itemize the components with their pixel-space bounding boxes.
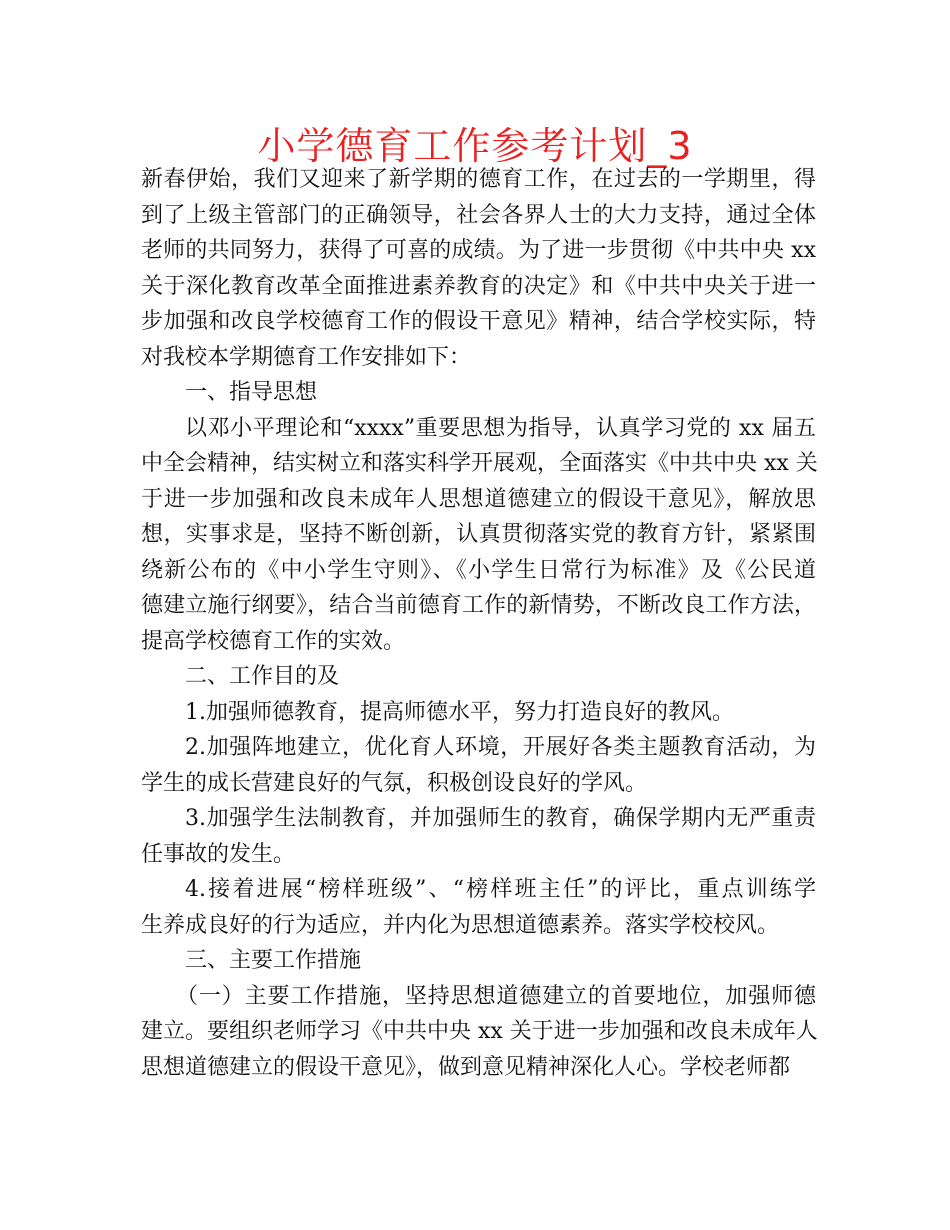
paragraph — [141, 979, 816, 1086]
text-line: 德建立施行纲要》，结合当前德育工作的新情势，不断改良工作方法， — [141, 593, 816, 618]
section-heading — [141, 659, 816, 695]
text-line: 思想道德建立的假设干意见》，做到意见精神深化人心。学校老师都 — [141, 1054, 791, 1080]
document-title: 小学德育工作参考计划_3 — [257, 124, 693, 168]
paragraph — [141, 730, 816, 801]
section-heading — [141, 943, 816, 979]
text-line: 3.加强学生法制教育，并加强师生的教育，确保学期内无严重责 — [185, 806, 816, 831]
text-line: 建立。要组织老师学习《中共中央 xx 关于进一步加强和改良未成年人 — [141, 1019, 818, 1044]
text-line: 提高学校德育工作的实效。 — [141, 628, 406, 654]
section-heading — [141, 375, 816, 411]
text-line: 关于深化教育改革全面推进素养教育的决定》和《中共中央关于进一 — [141, 273, 816, 299]
text-line: 任事故的发生。 — [141, 841, 296, 867]
text-line: 于进一步加强和改良未成年人思想道德建立的假设干意见》，解放思 — [141, 486, 816, 512]
text-line: 三、主要工作措施 — [185, 948, 362, 973]
paragraph — [141, 695, 816, 731]
text-line: 老师的共同努力，获得了可喜的成绩。为了进一步贯彻《中共中央 xx — [141, 238, 816, 263]
text-line: 二、工作目的及 — [185, 664, 340, 689]
text-line: 中全会精神，结实树立和落实科学开展观，全面落实《中共中央 xx 关 — [141, 451, 818, 476]
paragraph — [141, 872, 816, 943]
text-line: （一）主要工作措施，坚持思想道德建立的首要地位，加强师德 — [176, 983, 816, 1009]
paragraph — [141, 162, 816, 375]
text-line: 学生的成长营建良好的气氛，积极创设良好的学风。 — [141, 770, 648, 796]
text-line: 新春伊始，我们又迎来了新学期的德育工作，在过去的一学期里，得 — [141, 167, 816, 192]
paragraph — [141, 411, 816, 660]
text-line: 一、指导思想 — [185, 380, 318, 405]
text-line: 1.加强师德教育，提高师德水平，努力打造良好的教风。 — [185, 699, 734, 725]
text-line: 步加强和改良学校德育工作的假设干意见》精神，结合学校实际，特 — [141, 309, 816, 334]
text-line: 生养成良好的行为适应，并内化为思想道德素养。落实学校校风。 — [141, 912, 780, 938]
text-line: 4.接着进展“榜样班级”、“榜样班主任”的评比，重点训练学 — [185, 877, 816, 902]
paragraph — [141, 801, 816, 872]
text-line: 想，实事求是，坚持不断创新，认真贯彻落实党的教育方针，紧紧围 — [141, 522, 816, 547]
text-line: 2.加强阵地建立，优化育人环境，开展好各类主题教育活动，为 — [185, 735, 816, 760]
text-line: 对我校本学期德育工作安排如下： — [141, 344, 472, 370]
text-line: 绕新公布的《中小学生守则》、《小学生日常行为标准》及《公民道 — [141, 557, 816, 583]
text-line: 以邓小平理论和“xxxx”重要思想为指导，认真学习党的 xx 届五 — [185, 415, 816, 441]
document-body — [141, 162, 816, 1085]
text-line: 到了上级主管部门的正确领导，社会各界人士的大力支持，通过全体 — [141, 202, 816, 228]
